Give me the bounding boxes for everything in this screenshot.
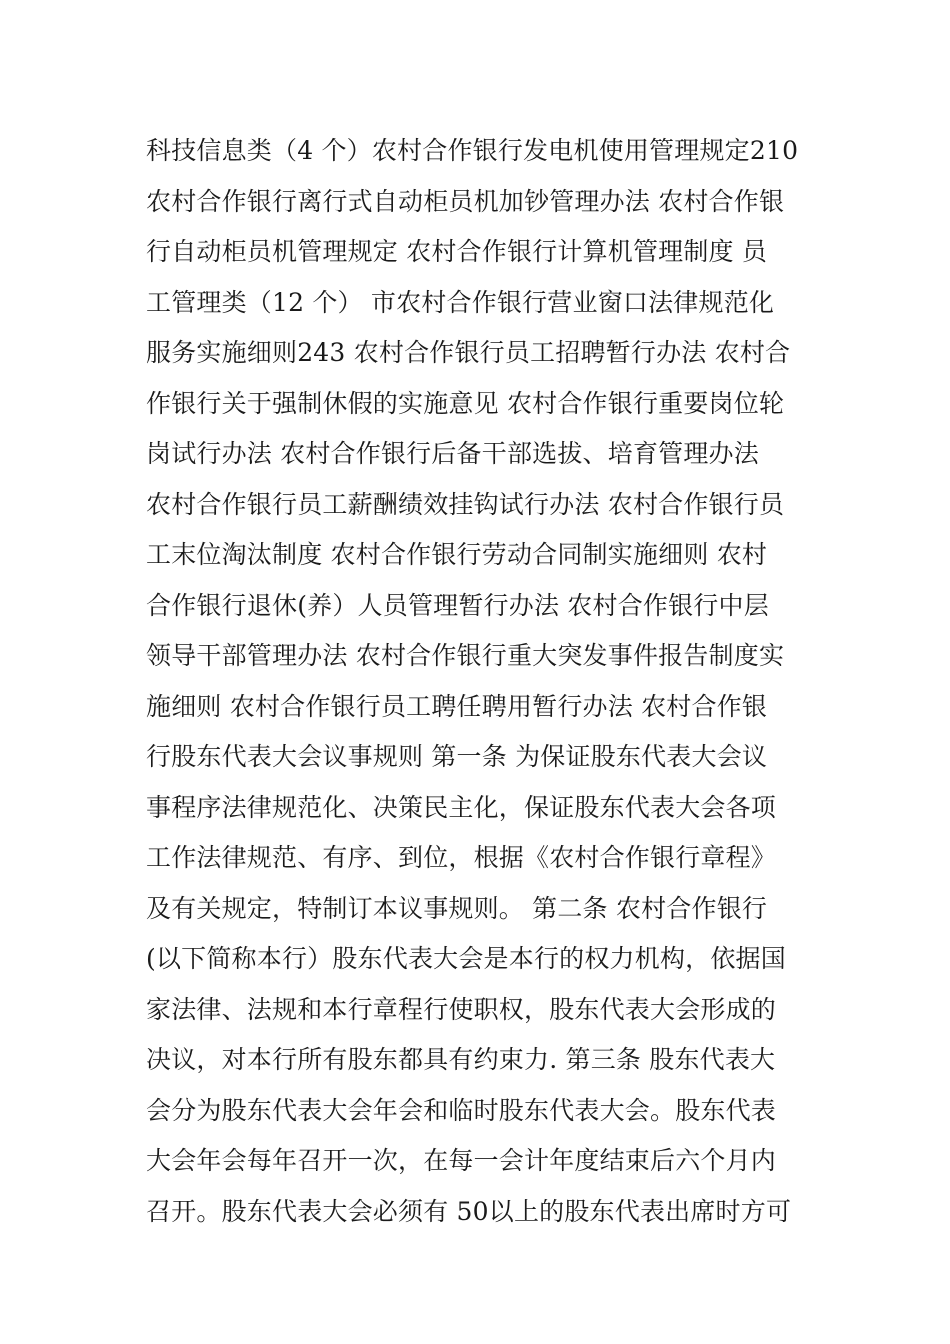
text-line: 施细则 农村合作银行员工聘任聘用暂行办法 农村合作银 (146, 691, 768, 721)
text-line: 行股东代表大会议事规则 第一条 为保证股东代表大会议 (146, 742, 768, 771)
text-line: 召开。股东代表大会必须有 50以上的股东代表出席时方可 (146, 1196, 792, 1226)
text-line: 大会年会每年召开一次，在每一会计年度结束后六个月内 (146, 1146, 777, 1175)
text-line: 及有关规定，特制订本议事规则。 第二条 农村合作银行 (146, 893, 768, 923)
text-line: 领导干部管理办法 农村合作银行重大突发事件报告制度实 (146, 641, 785, 670)
text-line: 农村合作银行员工薪酬绩效挂钩试行办法 农村合作银行员 (146, 489, 785, 519)
text-line: 工末位淘汰制度 农村合作银行劳动合同制实施细则 农村 (146, 540, 768, 569)
text-line: 服务实施细则243 农村合作银行员工招聘暂行办法 农村合 (146, 338, 791, 367)
text-line: 工管理类（12 个） 市农村合作银行营业窗口法律规范化 (146, 287, 775, 317)
text-line: 行自动柜员机管理规定 农村合作银行计算机管理制度 员 (146, 237, 768, 266)
text-line: 岗试行办法 农村合作银行后备干部选拔、培育管理办法 (146, 439, 759, 468)
text-line: 科技信息类（4 个）农村合作银行发电机使用管理规定210 (146, 136, 799, 165)
text-line: 作银行关于强制休假的实施意见 农村合作银行重要岗位轮 (146, 388, 785, 418)
text-line: 家法律、法规和本行章程行使职权，股东代表大会形成的 (146, 994, 777, 1024)
text-line: 会分为股东代表大会年会和临时股东代表大会。股东代表 (146, 1095, 777, 1125)
text-line: 工作法律规范、有序、到位，根据《农村合作银行章程》 (146, 843, 777, 872)
document-body (146, 126, 806, 1237)
text-line: 农村合作银行离行式自动柜员机加钞管理办法 农村合作银 (146, 186, 785, 216)
text-line: (以下简称本行）股东代表大会是本行的权力机构，依据国 (146, 944, 786, 973)
text-line: 事程序法律规范化、决策民主化，保证股东代表大会各项 (146, 792, 777, 822)
text-line: 决议，对本行所有股东都具有约束力. 第三条 股东代表大 (146, 1045, 776, 1074)
text-line: 合作银行退休(养）人员管理暂行办法 农村合作银行中层 (146, 590, 769, 620)
